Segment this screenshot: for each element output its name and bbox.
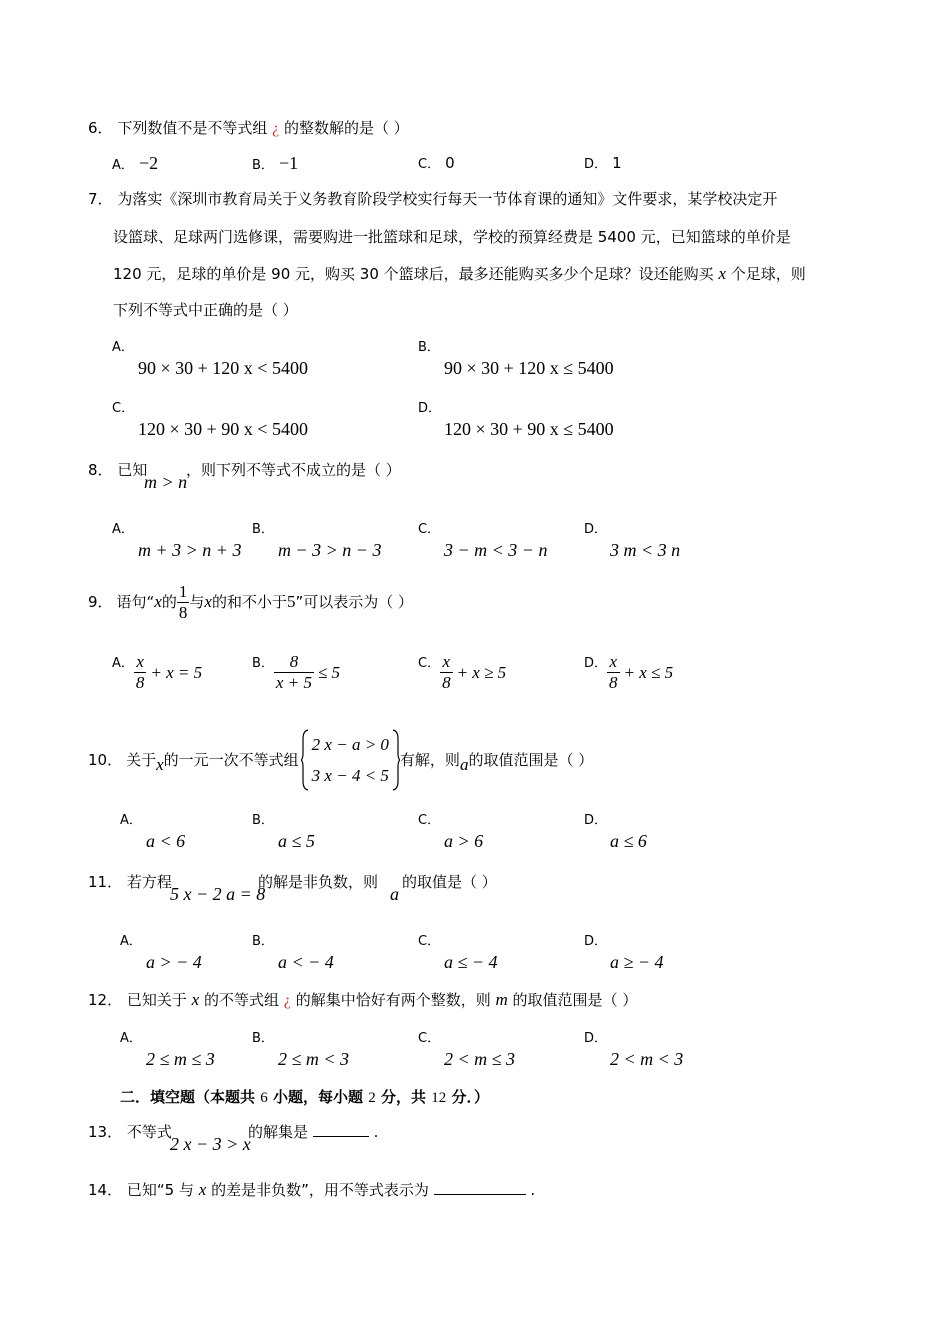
option-value: 90 × 30 + 120 x ≤ 5400 [444,358,614,378]
variable-a: a [459,755,469,774]
option-label: D． [418,401,442,416]
option-value: a > 6 [444,831,484,851]
option-label: D． [584,813,608,828]
section-title-text: 二．填空题（本题共 [120,1088,256,1106]
option-fraction [274,652,314,693]
option-label: B． [252,1031,274,1046]
section-2-title [120,1087,489,1108]
q6-option-a[interactable] [112,153,158,174]
option-value: 2 < m ≤ 3 [444,1049,516,1069]
q7-option-c[interactable] [112,401,308,439]
option-value: a < 6 [146,831,186,851]
q9-option-b[interactable] [252,652,340,693]
q8-condition: m > n [144,472,188,492]
question-6-stem [88,118,409,139]
q8-option-d[interactable] [584,522,680,560]
option-label: A． [112,522,134,537]
question-text: 为落实《深圳市教育局关于义务教育阶段学校实行每天一节体育课的通知》文件要求，某学校决定开 [117,190,778,208]
option-value: a ≤ 6 [610,831,647,851]
variable-m: m [495,990,508,1009]
option-label: B． [252,158,274,173]
q11-equation: 5 x − 2 a = 8 [170,884,266,904]
option-value: 3 m < 3 n [610,540,681,560]
option-value: 2 ≤ m ≤ 3 [146,1049,215,1069]
option-value: 2 < m < 3 [610,1049,684,1069]
question-number: 13． [88,1123,123,1141]
fraction-numerator: x [607,652,620,673]
option-label: B． [252,522,274,537]
option-label: A． [112,656,134,671]
option-value: a < − 4 [278,952,334,972]
question-text: 的和不小于 [211,593,287,611]
option-label: C． [418,522,441,537]
question-text: ”可以表示为（ ） [295,593,414,611]
fraction-denominator: 8 [178,602,188,622]
option-label: A． [112,340,134,355]
question-12-stem [88,990,637,1011]
option-label: D． [584,157,608,172]
question-text: 的不等式组 [204,991,280,1009]
fraction-numerator: x [134,652,147,673]
option-label: C． [418,813,441,828]
option-label: A． [112,158,134,173]
option-label: C． [418,656,441,671]
question-text: 的一元一次不等式组 [163,751,299,769]
q7-option-d[interactable] [418,401,614,439]
missing-formula-glyph: ¿ [272,120,280,137]
question-text: 的解是非负数，则 [258,873,379,891]
question-text: 语句“ [116,593,155,611]
option-value: a > − 4 [146,952,202,972]
question-number: 11． [88,873,123,891]
option-label: D． [584,522,608,537]
option-label: D． [584,1031,608,1046]
right-brace-icon [392,729,400,791]
question-text: 若方程 [126,873,172,891]
question-text: ，则下列不等式不成立的是（ ） [186,461,401,479]
option-value: m − 3 > n − 3 [278,540,382,560]
points-total: 12 [431,1090,447,1106]
period: . [530,1181,536,1199]
q9-option-d[interactable] [584,652,673,693]
option-fraction [134,652,147,693]
question-11-stem [88,872,172,892]
question-number: 14． [88,1181,123,1199]
option-value: 90 × 30 + 120 x < 5400 [138,358,308,378]
number-five: 5 [286,592,296,611]
q10-option-a[interactable] [120,813,185,851]
question-number: 10． [88,751,123,769]
inequality-2: 3 x − 4 < 5 [311,765,389,785]
question-number: 12． [88,991,123,1009]
option-value: a ≥ − 4 [610,952,664,972]
option-label: C． [418,934,441,949]
question-text: 120 元，足球的单价是 90 元，购买 30 个篮球后，最多还能购买多少个足球？设还能购买 [113,265,714,283]
q8-option-c[interactable] [418,522,547,560]
q9-option-a[interactable] [112,652,202,693]
question-text: 的解集是 [248,1123,309,1141]
variable-x: x [154,592,162,611]
left-brace-icon [301,729,309,791]
option-value: −2 [139,153,159,173]
q6-option-d[interactable] [584,153,622,173]
question-text: 不等式 [126,1123,172,1141]
question-number: 7． [88,190,113,208]
option-value: + x ≥ 5 [456,662,507,682]
question-7-line-4: 下列不等式中正确的是（ ） [113,301,298,319]
q12-option-a[interactable] [120,1031,215,1069]
section-title-text: 分．） [451,1088,489,1106]
option-value: + x = 5 [150,662,203,682]
question-number: 9． [88,593,113,611]
variable-x: x [191,990,200,1009]
variable-x: x [718,264,726,283]
q11-option-b[interactable] [252,934,334,972]
option-label: B． [418,340,440,355]
question-7-line-1 [88,189,777,209]
question-text: 的取值范围是（ ） [468,751,594,769]
q7-option-b[interactable] [418,340,614,378]
option-label: A． [120,934,142,949]
option-label: D． [584,934,608,949]
section-title-text: 分，共 [380,1088,426,1106]
question-count: 6 [260,1090,268,1106]
option-fraction [607,652,620,693]
fraction-denominator: x + 5 [275,673,312,692]
question-13-stem [88,1122,172,1142]
variable-x: x [198,1180,207,1199]
question-text: 的 [161,593,177,611]
option-label: B． [252,656,274,671]
q6-option-c[interactable] [418,153,455,173]
question-text: 已知关于 [126,991,187,1009]
option-label: A． [120,1031,142,1046]
option-label: B． [252,934,274,949]
variable-x: x [204,592,212,611]
question-text: 有解，则 [399,751,460,769]
fraction-numerator: x [440,652,453,673]
question-10-stem [88,728,593,792]
option-value: 120 × 30 + 90 x ≤ 5400 [444,419,614,439]
option-label: B． [252,813,274,828]
q11-option-d[interactable] [584,934,664,972]
missing-formula-glyph: ¿ [283,992,291,1009]
option-label: C． [418,1031,441,1046]
option-label: C． [112,401,135,416]
answer-blank[interactable] [313,1122,369,1137]
answer-blank[interactable] [434,1180,526,1195]
fraction-numerator: 8 [274,652,314,673]
question-9-stem [88,578,413,626]
option-value: 0 [445,154,455,172]
option-label: A． [120,813,142,828]
variable-x: x [156,755,164,774]
question-text: 已知 [117,461,148,479]
question-13-stem-cont [248,1122,378,1142]
variable-a: a [390,884,399,904]
q9-option-c[interactable] [418,652,506,693]
inequality-1: 2 x − a > 0 [311,734,389,754]
question-text: 的取值是（ ） [402,873,497,891]
question-7-line-2: 设篮球、足球两门选修课，需要购进一批篮球和足球，学校的预算经费是 5400 元，已知篮球的单价是 [113,228,791,246]
question-text: 关于 [126,751,157,769]
option-label: C． [418,157,441,172]
inequality-system [301,729,400,791]
q7-option-a[interactable] [112,340,308,378]
fraction-denominator: 8 [609,673,618,692]
q6-option-b[interactable] [252,153,298,174]
option-value: −1 [279,153,299,173]
fraction-numerator: 1 [178,581,188,601]
question-text: 的差是非负数”，用不等式表示为 [211,1181,429,1199]
question-8-stem [88,460,147,480]
question-text: 与 [189,593,205,611]
q12-option-b[interactable] [252,1031,349,1069]
period: . [373,1123,379,1141]
question-text: 的整数解的是（ ） [284,119,409,137]
option-value: 1 [612,154,622,172]
q8-option-b[interactable] [252,522,381,560]
question-text: 下列数值不是不等式组 [117,119,268,137]
q8-option-a[interactable] [112,522,241,560]
q12-option-d[interactable] [584,1031,683,1069]
option-value: m + 3 > n + 3 [138,540,242,560]
q11-option-c[interactable] [418,934,498,972]
fraction-denominator: 8 [135,673,145,692]
question-11-stem-cont [258,872,378,892]
q11-option-a[interactable] [120,934,202,972]
option-value: 2 ≤ m < 3 [278,1049,350,1069]
q10-option-d[interactable] [584,813,647,851]
q10-option-c[interactable] [418,813,483,851]
fraction-one-eighth [177,582,190,623]
option-value: a ≤ 5 [278,831,315,851]
points-each: 2 [368,1090,376,1106]
question-7-line-3 [113,264,806,284]
q10-option-b[interactable] [252,813,315,851]
option-value: ≤ 5 [317,662,341,682]
q12-option-c[interactable] [418,1031,515,1069]
option-value: a ≤ − 4 [444,952,498,972]
question-number: 8． [88,461,113,479]
question-number: 6． [88,119,113,137]
question-text: 已知“5 与 [126,1181,194,1199]
option-value: 3 − m < 3 − n [444,540,548,560]
q13-inequality: 2 x − 3 > x [170,1134,251,1154]
question-14-stem [88,1180,535,1200]
section-title-text: 小题，每小题 [272,1088,363,1106]
option-label: D． [584,656,608,671]
question-text: 个足球，则 [730,265,806,283]
fraction-denominator: 8 [442,673,451,692]
question-text: 的解集中恰好有两个整数，则 [295,991,491,1009]
question-text: 的取值范围是（ ） [512,991,638,1009]
option-value: 120 × 30 + 90 x < 5400 [138,419,308,439]
option-value: + x ≤ 5 [623,662,674,682]
option-fraction [440,652,453,693]
